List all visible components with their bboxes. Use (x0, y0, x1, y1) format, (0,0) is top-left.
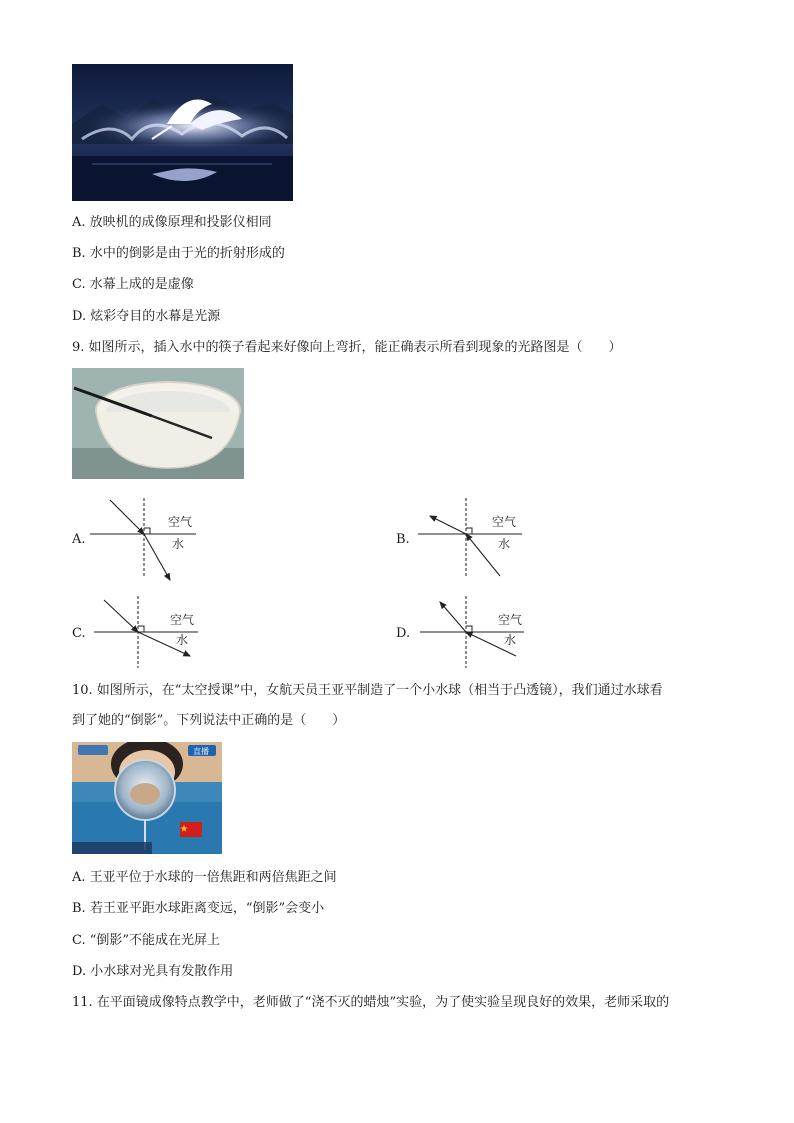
diagram-c-air-label: 空气 (170, 613, 195, 627)
chopstick-bowl-photo (72, 368, 244, 479)
q10-option-d: D. 小水球对光具有发散作用 (72, 964, 234, 979)
q9-option-d-letter: D. (396, 626, 411, 641)
diagram-b-water-label: 水 (498, 537, 511, 551)
q10-stem-line2: 到了她的“倒影”。下列说法中正确的是（ ） (72, 713, 346, 728)
q9-option-c-letter: C. (72, 626, 86, 641)
ray-diagram-c (88, 592, 208, 676)
diagram-c-water-label: 水 (176, 633, 189, 647)
q11-stem: 11. 在平面镜成像特点教学中，老师做了“浇不灭的蜡烛”实验，为了使实验呈现良好的效果，老师采取的 (72, 995, 670, 1010)
live-badge-text: 直播 (193, 747, 209, 756)
q10-option-a: A. 王亚平位于水球的一倍焦距和两倍焦距之间 (72, 870, 337, 885)
diagram-b-air-label: 空气 (492, 515, 517, 529)
diagram-a-air-label: 空气 (168, 515, 193, 529)
q10-option-b: B. 若王亚平距水球距离变远，“倒影”会变小 (72, 901, 325, 916)
q9-stem: 9. 如图所示，插入水中的筷子看起来好像向上弯折，能正确表示所看到现象的光路图是（ ） (72, 340, 622, 355)
diagram-d-air-label: 空气 (498, 613, 523, 627)
diagram-d-water-label: 水 (504, 633, 517, 647)
q8-option-c: C. 水幕上成的是虚像 (72, 277, 194, 292)
ray-diagram-a (88, 494, 208, 588)
q10-stem-line1: 10. 如图所示，在“太空授课”中，女航天员王亚平制造了一个小水球（相当于凸透镜），我们通过水球看 (72, 683, 663, 698)
q8-option-b: B. 水中的倒影是由于光的折射形成的 (72, 246, 285, 261)
q9-option-b-letter: B. (396, 532, 410, 547)
diagram-a-water-label: 水 (172, 537, 185, 551)
q10-option-c: C. “倒影”不能成在光屏上 (72, 933, 221, 948)
q8-option-d: D. 炫彩夺目的水幕是光源 (72, 309, 221, 324)
ray-diagram-b (412, 494, 532, 588)
ray-diagram-d (412, 592, 532, 676)
water-ball-astronaut-photo (72, 742, 222, 854)
q9-option-a-letter: A. (72, 532, 86, 547)
q8-option-a: A. 放映机的成像原理和投影仪相同 (72, 215, 272, 230)
crane-water-screen-photo (72, 64, 293, 201)
